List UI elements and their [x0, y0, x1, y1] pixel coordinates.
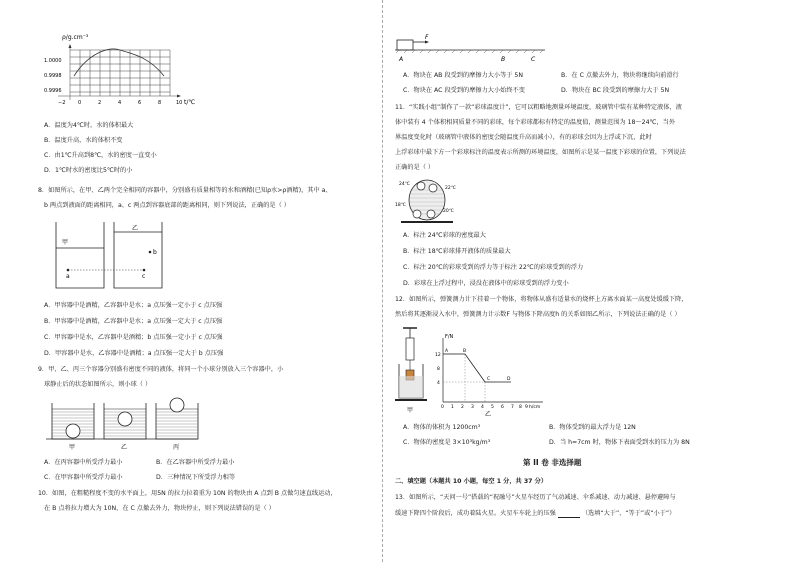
q11-stem-line5: 正确的是（ ） — [395, 164, 435, 171]
graph-y-label: F/N — [445, 334, 454, 340]
point-c: C — [487, 377, 491, 382]
x-tick-label: 0 — [78, 100, 82, 106]
label-b: b — [153, 249, 157, 256]
ball-24 — [417, 182, 425, 190]
x-tick-label: 2 — [461, 405, 464, 410]
label-jia: 甲 — [62, 239, 69, 246]
x-tick-label: 3 — [471, 405, 474, 410]
q9-option-c: C．在甲容器中所受浮力最小 — [44, 474, 123, 481]
point-b: B — [463, 349, 467, 354]
temp-label-20: 20℃ — [443, 209, 454, 214]
q13-stem-line2 — [395, 510, 675, 518]
q12-stem-line1: 12．如图所示，弹簧测力计下挂着一个物体，将物体从盛有适量水的烧杯上方离水面某一高度处缓缓下降， — [395, 296, 688, 303]
q11-stem-line4: 上浮彩球中最下方一个彩球标注的温度表示所测的环境温度，如图所示是某一温度下彩球的位置，下列说法 — [395, 149, 686, 156]
label-yi: 乙 — [121, 444, 128, 451]
x-tick-label: 4 — [118, 100, 122, 106]
part2-title: 第 II 卷 非选择题 — [523, 458, 582, 467]
graph-y-label: ρ/g.cm⁻³ — [62, 34, 89, 41]
label-b: B — [501, 56, 506, 63]
block — [397, 40, 413, 50]
label-yi: 乙 — [485, 411, 492, 418]
q10-option-d: D．物块在 BC 段受到的摩擦力大于 5N — [561, 87, 670, 94]
q11-option-a: A．标注 24℃彩球的密度最大 — [403, 232, 486, 239]
temp-label-24: 24℃ — [399, 182, 410, 187]
label-bing: 丙 — [173, 444, 180, 451]
q10-option-a: A．物块在 AB 段受到的摩擦力大小等于 5N — [403, 72, 523, 79]
ball-jia — [66, 424, 80, 438]
q10-block-figure — [395, 34, 555, 66]
q11-stem-line2: 体中装有 4 个体积相同质量不同的彩球，每个彩球都标有特定的温度值，测量范围为 18～24℃，当外 — [395, 119, 676, 126]
temp-label-22: 22℃ — [445, 186, 456, 191]
x-tick-label: 4 — [481, 405, 484, 410]
q7-option-a: A．温度为4℃时，水的体积最大 — [44, 122, 134, 129]
q7-option-d: D．1℃时水的密度比5℃时的小 — [44, 167, 133, 174]
density-temperature-graph — [38, 32, 218, 122]
density-curve — [74, 49, 164, 76]
force-curve — [443, 354, 511, 382]
x-tick-label: 6 — [501, 405, 504, 410]
q10-stem-line2: 在 B 点将拉力增大为 10N，在 C 点撤去外力，物块停止，则下列说法错误的是（ ） — [44, 505, 275, 512]
q13-text-a: 缓速下降四个阶段后，成功着陆火星。火星车车轮上的压强 — [395, 510, 556, 517]
q11-stem-line3: 界温度变化时（玻璃管中液体的密度会随温度升高而减小），有的彩球会因为上浮或下沉，此时 — [395, 134, 652, 141]
q8-stem-line1: 8．如图所示，在甲、乙两个完全相同的容器中，分别盛有质量相等的水和酒精(已知ρ水>ρ酒精)，其中 a、 — [38, 187, 332, 194]
q12-option-a: A．物体的体积为 1200cm³ — [403, 424, 481, 431]
x-tick-label: 10 — [176, 100, 183, 106]
q8-option-c: C．甲容器中是水，乙容器中是酒精；b 点压强一定小于 c 点压强 — [44, 334, 223, 341]
label-c: C — [531, 56, 536, 63]
q8-containers-figure — [38, 218, 218, 298]
y-tick-label: 0.9998 — [44, 73, 62, 79]
ball-18 — [413, 210, 421, 218]
point-d: D — [507, 377, 511, 382]
x-tick-label: 6 — [138, 100, 142, 106]
x-tick-label: 2 — [98, 100, 102, 106]
q12-option-b: B．物体受到的最大浮力是 12N — [549, 424, 636, 431]
q13-text-b: （选填“大于”、“等于”或“小于”） — [581, 510, 676, 517]
q10-option-b: B．在 C 点撤去外力，物块将继续向前滑行 — [561, 72, 679, 79]
q7-option-b: B．温度升高，水的体积不变 — [44, 137, 123, 144]
ball-20 — [427, 210, 435, 218]
q12-option-c: C．物体的密度是 3×10³kg/m³ — [403, 439, 491, 446]
q8-option-d: D．甲容器中是水，乙容器中是酒精；a 点压强一定大于 b 点压强 — [44, 350, 224, 357]
q13-answer-blank[interactable] — [558, 511, 580, 518]
x-tick-label: 8 — [519, 405, 522, 410]
x-tick-label: 5 — [491, 405, 494, 410]
label-jia: 甲 — [407, 407, 414, 414]
q10-option-c: C．物块在 AC 段受到的摩擦力大小始终不变 — [403, 87, 525, 94]
temp-label-18: 18℃ — [395, 203, 406, 208]
x-tick-label: 0 — [441, 405, 444, 410]
x-tick-label: −2 — [58, 100, 66, 106]
q13-stem-line1: 13．如图所示，“天问一号”搭载的“祝融号”火星车经历了气动减速、伞系减速、动力减速、悬停避障与 — [395, 494, 676, 501]
point-b — [149, 251, 152, 254]
x-tick-label: 9 — [525, 405, 528, 410]
q12-stem-line2: 然后将其逐渐浸入水中，弹簧测力计示数F 与物体下降高度h 的关系如图乙所示，下列说法正确的是（ ） — [395, 311, 681, 318]
label-yi: 乙 — [132, 225, 139, 232]
point-a: A — [445, 349, 449, 354]
label-c: c — [142, 273, 146, 280]
ball-yi — [118, 412, 132, 426]
label-force: F — [425, 34, 429, 41]
spring-scale — [406, 338, 414, 360]
x-tick-label: 1 — [451, 405, 454, 410]
q10-stem-line1: 10．如图，在粗糙程度不变的水平面上，用5N 的拉力拉着重为 10N 的物块由 A 点到 B 点做匀速直线运动， — [38, 490, 337, 497]
q9-option-a: A．在丙容器中所受浮力最小 — [44, 459, 123, 466]
column-divider — [382, 0, 383, 562]
graph-x-label: h/cm — [529, 405, 541, 410]
q9-option-d: D．三种情况下所受浮力相等 — [156, 474, 236, 481]
y-tick-label: 8 — [437, 367, 440, 372]
q11-stem-line1: 11．“实践小组”制作了一款“彩球温度计”，它可以粗略地测量环境温度，玻璃管中装有某种特定液体，液 — [395, 104, 682, 111]
y-tick-label: 0.9996 — [44, 88, 62, 94]
ball-bing — [170, 398, 184, 412]
y-tick-label: 4 — [437, 381, 440, 386]
y-tick-label: 12 — [435, 353, 441, 358]
label-a: A — [399, 56, 404, 63]
q8-stem-line2: b 两点到液面的距离相同，a、c 两点到容器底部的距离相同，则下列说法，正确的是（ ） — [44, 202, 290, 209]
color-ball-thermometer-figure — [395, 176, 475, 228]
q7-option-c: C．由1℃升高到8℃，水的密度一直变小 — [44, 152, 157, 159]
x-tick-label: 8 — [158, 100, 162, 106]
q12-spring-scale-figure — [395, 326, 545, 416]
q9-stem-line2: 球静止后的状态如图所示，则小球（ ） — [44, 381, 152, 388]
label-a: a — [66, 273, 70, 280]
q8-option-a: A．甲容器中是酒精，乙容器中是水；a 点压强一定小于 c 点压强 — [44, 302, 223, 309]
y-tick-label: 1.0000 — [44, 58, 62, 64]
q9-option-b: B．在乙容器中所受浮力最小 — [156, 459, 235, 466]
q9-beakers-figure — [38, 395, 218, 455]
q8-option-b: B．甲容器中是酒精，乙容器中是水；a 点压强一定大于 c 点压强 — [44, 318, 223, 325]
q11-option-b: B．标注 18℃彩球排开液体的质量最大 — [403, 248, 511, 255]
x-tick-label: 7 — [511, 405, 514, 410]
q11-option-c: C．标注 20℃的彩球受到的浮力等于标注 22℃的彩球受到的浮力 — [403, 264, 584, 271]
fill-in-section-header: 二、填空题（本题共 10 小题，每空 1 分，共 37 分） — [395, 478, 548, 485]
graph-x-label: t/℃ — [184, 99, 196, 106]
q9-stem-line1: 9．甲、乙、丙三个容器分别盛有密度不同的液体，将同一个小球分别放入三个容器中，小 — [38, 366, 284, 373]
ball-22 — [429, 184, 437, 192]
q11-option-d: D．彩球在上浮过程中，浸没在液体中的彩球受到的浮力变小 — [403, 280, 569, 287]
label-jia: 甲 — [69, 444, 76, 451]
q12-option-d: D．当 h=7cm 时，物体下表面受到水的压力为 8N — [549, 439, 690, 446]
